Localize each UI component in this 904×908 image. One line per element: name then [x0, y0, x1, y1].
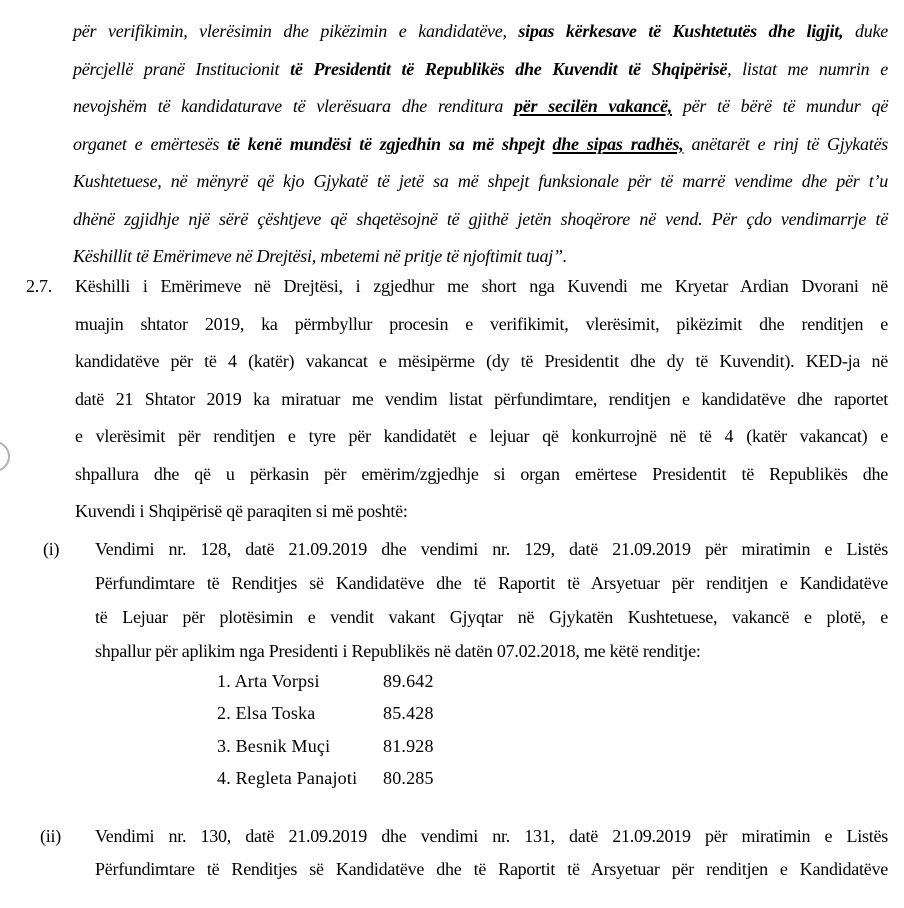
text-segment: Kushtetuese, në mënyrë që kjo Gjykatë të jetë sa më shpejt funksionale për të marrë vendime dhe për t’u — [73, 171, 888, 191]
section-2-7-paragraph — [75, 268, 888, 531]
text-line — [75, 268, 888, 306]
text-line — [73, 201, 888, 239]
text-segment: përcjellë pranë Institucionit — [73, 58, 291, 79]
punch-hole-mark — [0, 441, 10, 472]
text-segment: për të bërë të mundur që — [671, 96, 888, 116]
text-segment: Vendimi nr. 128, datë 21.09.2019 dhe vendimi nr. 129, datë 21.09.2019 për miratimin e Listës — [95, 539, 888, 559]
text-segment: e vlerësimit për renditjen e tyre për kandidatët e lejuar që konkurrojnë në të 4 (katër vakancat) e — [75, 426, 888, 446]
text-line — [73, 126, 888, 164]
text-segment: për verifikimin, vlerësimin dhe pikëzimin e kandidatëve, — [73, 21, 519, 41]
candidate-name: 2. Elsa Toska — [217, 703, 316, 724]
ranking-list — [217, 665, 434, 795]
candidate-score: 89.642 — [383, 671, 434, 691]
text-segment: të Presidentit të Republikës dhe Kuvendit të Shqipërisë — [290, 58, 728, 79]
text-line — [95, 634, 888, 668]
text-segment: , listat me numrin e — [727, 58, 888, 79]
text-segment: dhënë zgjidhje një sërë çështjeve që shqetësojnë të gjithë jetën shoqërore në vend. Për çdo vendimarrje të — [73, 208, 888, 229]
candidate-score: 80.285 — [383, 768, 434, 789]
text-segment: dhe sipas radhës, — [552, 133, 684, 154]
text-segment: Vendimi nr. 130, datë 21.09.2019 dhe vendimi nr. 131, datë 21.09.2019 për miratimin e Listës — [95, 826, 888, 846]
text-segment: për secilën vakancë, — [514, 96, 672, 116]
section-number: 2.7. — [26, 276, 52, 296]
text-segment: Këshillit të Emërimeve në Drejtësi, mbetemi në pritje të njoftimit tuaj”. — [73, 246, 567, 266]
candidate-name: 1. Arta Vorpsi — [217, 671, 320, 691]
text-segment: të kenë mundësi të zgjedhin sa më shpejt — [227, 133, 553, 154]
item-i-paragraph — [95, 532, 888, 668]
text-line — [75, 306, 888, 344]
text-segment: të Lejuar për plotësimin e vendit vakant Gjyqtar në Gjykatën Kushtetuese, vakancë e plotë, e — [95, 607, 888, 627]
candidate-score: 85.428 — [383, 703, 434, 724]
text-segment: nevojshëm të kandidaturave të vlerësuara dhe renditura — [73, 96, 515, 116]
text-segment: organet e emërtesës — [73, 133, 228, 154]
text-segment: datë 21 Shtator 2019 ka miratuar me vendim listat përfundimtare, renditjen e kandidatëve dhe raportet — [75, 388, 888, 409]
text-segment: Përfundimtare të Renditjes së Kandidatëve dhe të Raportit të Arsyetuar për renditjen e Kandidatëve — [95, 573, 888, 593]
text-segment: Kuvendi i Shqipërisë që paraqiten si më poshtë: — [75, 501, 408, 521]
text-segment: shpallur për aplikim nga Presidenti i Republikës në datën 07.02.2018, me këtë renditje: — [95, 641, 701, 661]
text-line — [95, 566, 888, 600]
text-segment: kandidatëve për të 4 (katër) vakancat e mësipërme (dy të Presidentit dhe dy të Kuvendit). KED-ja në — [75, 351, 888, 371]
item-i-marker: (i) — [43, 539, 60, 559]
text-line — [73, 88, 888, 126]
text-line — [95, 532, 888, 566]
text-line — [73, 13, 888, 51]
text-segment: sipas kërkesave të Kushtetutës dhe ligjit, — [518, 21, 844, 41]
text-segment: Këshilli i Emërimeve në Drejtësi, i zgjedhur me short nga Kuvendi me Kryetar Ardian Dvorani në — [75, 276, 888, 296]
text-segment: muajin shtator 2019, ka përmbyllur procesin e verifikimit, vlerësimit, pikëzimit dhe renditjen e — [75, 313, 888, 334]
ranking-row — [217, 665, 434, 697]
text-line — [75, 381, 888, 419]
text-segment: shpallura dhe që u përkasin për emërim/zgjedhje si organ emërtese Presidentit të Republikës dhe — [75, 463, 888, 484]
text-line — [95, 820, 888, 853]
candidate-name: 4. Regleta Panajoti — [217, 768, 358, 789]
ranking-row — [217, 730, 434, 762]
text-segment: duke — [843, 21, 888, 41]
text-segment: anëtarët e rinj të Gjykatës — [683, 133, 888, 154]
candidate-name: 3. Besnik Muçi — [217, 735, 331, 756]
text-line — [95, 600, 888, 634]
candidate-score: 81.928 — [383, 735, 434, 756]
quote-paragraph — [73, 13, 888, 276]
text-line — [75, 456, 888, 494]
text-segment: Përfundimtare të Renditjes së Kandidatëve dhe të Raportit të Arsyetuar për renditjen e Kandidatëve — [95, 859, 888, 879]
text-line — [75, 343, 888, 381]
text-line — [75, 418, 888, 456]
text-line — [75, 493, 888, 531]
ranking-row — [217, 697, 434, 729]
text-line — [73, 163, 888, 201]
ranking-row — [217, 762, 434, 794]
item-ii-marker: (ii) — [40, 826, 61, 846]
text-line — [73, 51, 888, 89]
text-line — [95, 853, 888, 886]
item-ii-paragraph — [95, 820, 888, 886]
